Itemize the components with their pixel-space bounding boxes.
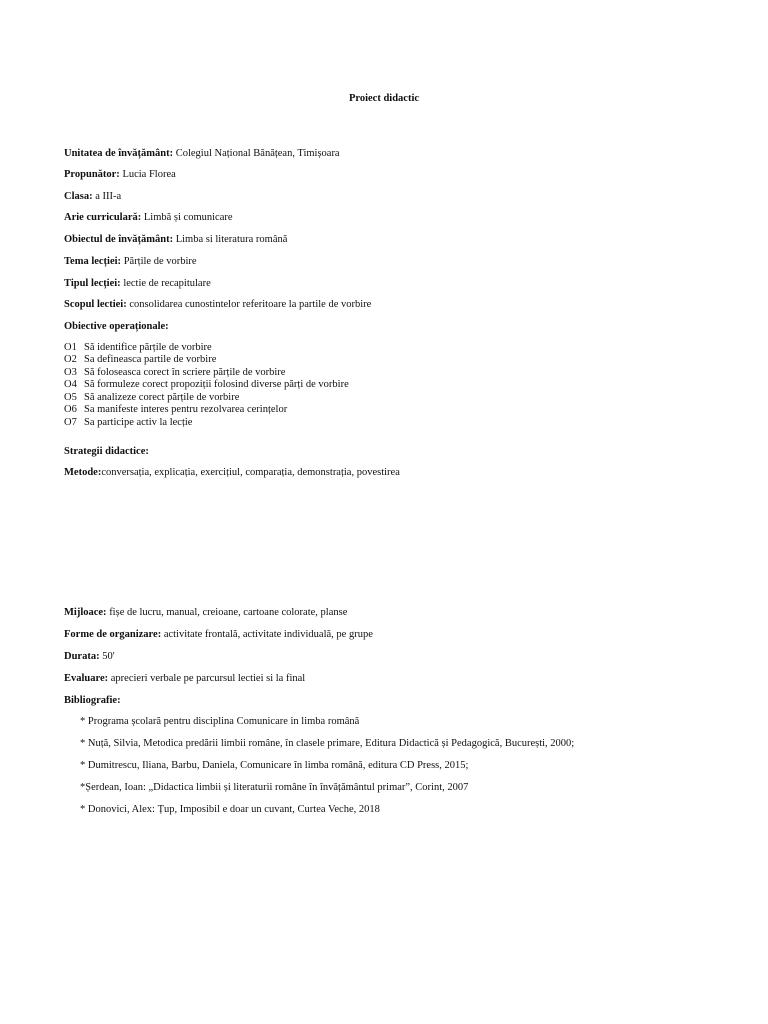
field-label: Tipul lecției: [64, 278, 121, 289]
objective-text: Sa manifeste interes pentru rezolvarea cerințelor [84, 404, 288, 415]
field-label: Propunător: [64, 169, 120, 180]
bibliography-item: * Donovici, Alex: Țup, Imposibil e doar un cuvant, Curtea Veche, 2018 [80, 804, 380, 815]
objective-code: O6 [64, 404, 77, 415]
objective-code: O2 [64, 354, 77, 365]
field-durata [64, 650, 115, 663]
objective-text: Să analizeze corect părțile de vorbire [84, 392, 240, 403]
objective-item [64, 392, 239, 404]
field-label: Mijloace: [64, 607, 107, 618]
field-label: Forme de organizare: [64, 629, 162, 640]
field-clasa [64, 190, 121, 203]
field-value: consolidarea cunostintelor referitoare la partile de vorbire [126, 299, 372, 310]
field-value: Limba si literatura română [173, 234, 288, 245]
bibliography-item: * Nuță, Silvia, Metodica predării limbii române, în clasele primare, Editura Didactică și Pedagogică, București, 2000; [80, 738, 575, 749]
objective-item [64, 379, 349, 391]
field-unitatea [64, 147, 340, 160]
objective-text: Sa participe activ la lecție [84, 417, 193, 428]
field-value: activitate frontală, activitate individuală, pe grupe [161, 629, 373, 640]
objective-code: O3 [64, 367, 77, 378]
field-arie [64, 211, 233, 224]
field-label: Arie curriculară: [64, 212, 142, 223]
objective-code: O4 [64, 379, 77, 390]
field-value: Colegiul Național Bănățean, Timișoara [173, 148, 340, 159]
field-value: aprecieri verbale pe parcursul lectiei si la final [108, 673, 306, 684]
field-tema [64, 255, 197, 268]
objective-item [64, 342, 212, 354]
field-value: conversația, explicația, exercițiul, comparația, demonstrația, povestirea [101, 467, 400, 478]
objective-item [64, 367, 285, 379]
strategies-heading: Strategii didactice: [64, 446, 149, 457]
field-propunator [64, 168, 176, 181]
field-value: Părțile de vorbire [121, 256, 197, 267]
document-title: Proiect didactic [348, 93, 420, 104]
field-metode [64, 466, 400, 479]
objectives-heading: Obiective operaționale: [64, 321, 169, 332]
bibliography-item: * Programa școlară pentru disciplina Comunicare in limba română [80, 716, 360, 727]
field-value: lectie de recapitulare [120, 278, 211, 289]
objective-text: Să identifice părțile de vorbire [84, 342, 212, 353]
objective-item [64, 417, 192, 429]
objective-text: Să foloseasca corect în scriere părțile de vorbire [84, 367, 286, 378]
bibliography-heading: Bibliografie: [64, 695, 121, 706]
field-label: Unitatea de învățământ: [64, 148, 174, 159]
field-value: fișe de lucru, manual, creioane, cartoane colorate, planse [106, 607, 348, 618]
bibliography-item: * Dumitrescu, Iliana, Barbu, Daniela, Comunicare în limba română, editura CD Press, 2015; [80, 760, 469, 771]
field-label: Durata: [64, 651, 100, 662]
objective-text: Să formuleze corect propoziții folosind diverse părți de vorbire [84, 379, 349, 390]
objective-item [64, 404, 287, 416]
objective-code: O5 [64, 392, 77, 403]
field-mijloace [64, 606, 347, 619]
objective-text: Sa defineasca partile de vorbire [84, 354, 217, 365]
field-label: Evaluare: [64, 673, 109, 684]
field-value: Limbă și comunicare [141, 212, 233, 223]
field-evaluare [64, 672, 305, 685]
field-value: 50' [99, 651, 115, 662]
field-label: Obiectul de învățământ: [64, 234, 174, 245]
field-forme [64, 628, 373, 641]
field-label: Tema lecției: [64, 256, 122, 267]
field-value: a III-a [92, 191, 122, 202]
field-label: Metode: [64, 467, 102, 478]
field-label: Scopul lectiei: [64, 299, 127, 310]
field-scopul [64, 298, 371, 311]
field-value: Lucia Florea [119, 169, 176, 180]
objective-item [64, 354, 216, 366]
field-tipul [64, 277, 211, 290]
objective-code: O7 [64, 417, 77, 428]
objective-code: O1 [64, 342, 77, 353]
field-label: Clasa: [64, 191, 93, 202]
bibliography-item: *Șerdean, Ioan: „Didactica limbii și literaturii române în învățământul primar”, Corint, 2007 [80, 782, 469, 793]
field-obiectul [64, 233, 287, 246]
